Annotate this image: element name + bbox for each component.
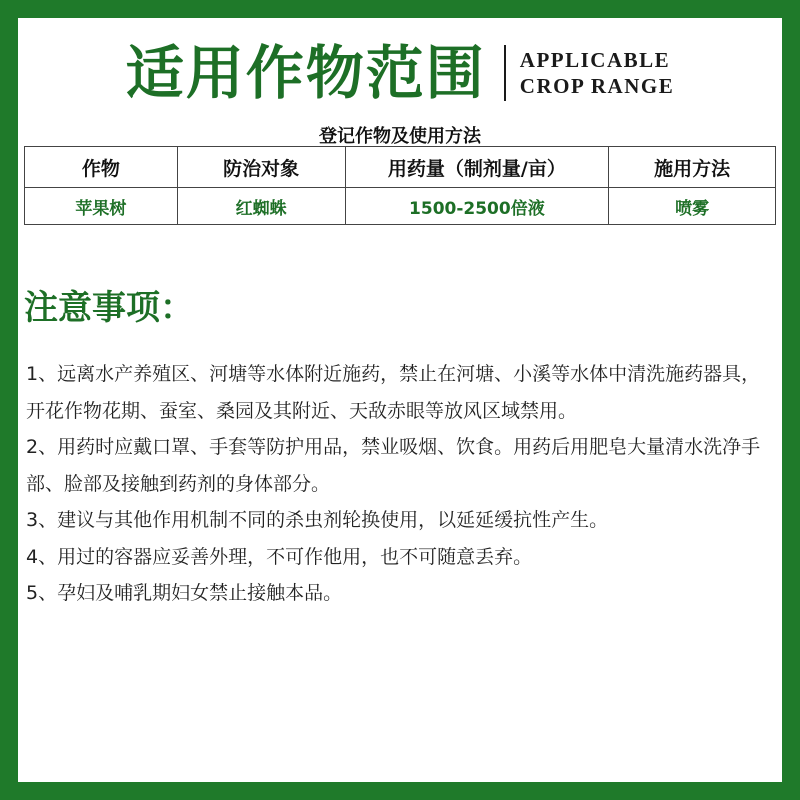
notes-list [26,356,778,612]
column-header-target: 防治对象 [177,147,345,188]
cell-dosage: 1500-2500倍液 [345,188,609,225]
page-title: 适用作物范围 [125,39,486,107]
header [18,39,782,107]
note-item: 3、建议与其他作用机制不同的杀虫剂轮换使用，以延延缓抗性产生。 [26,509,609,531]
column-header-method: 施用方法 [609,147,776,188]
english-title-line2: CROP RANGE [519,74,675,98]
cell-method: 喷雾 [609,188,776,225]
table-header-row [25,147,776,188]
column-header-crop: 作物 [25,147,178,188]
note-item: 2、用药时应戴口罩、手套等防护用品，禁业吸烟、饮食。用药后用肥皂大量清水洗净手部、脸部及接触到药剂的身体部分。 [26,436,761,495]
column-header-dosage: 用药量（制剂量/亩） [345,147,609,188]
registration-table [24,146,776,225]
english-title [520,47,674,99]
table-row [25,188,776,225]
cell-target: 红蜘蛛 [177,188,345,225]
note-item: 1、远离水产养殖区、河塘等水体附近施药，禁止在河塘、小溪等水体中清洗施药器具，开花作物花期、蚕室、桑园及其附近、天敌赤眼等放风区域禁用。 [26,363,761,422]
table-caption: 登记作物及使用方法 [319,126,481,147]
english-title-line1: APPLICABLE [519,48,671,72]
notes-title: 注意事项： [24,288,194,328]
note-item: 4、用过的容器应妥善外理，不可作他用，也不可随意丢弃。 [26,545,533,568]
note-item: 5、孕妇及哺乳期妇女禁止接触本品。 [26,582,343,604]
cell-crop: 苹果树 [25,188,178,225]
title-divider [504,45,506,101]
